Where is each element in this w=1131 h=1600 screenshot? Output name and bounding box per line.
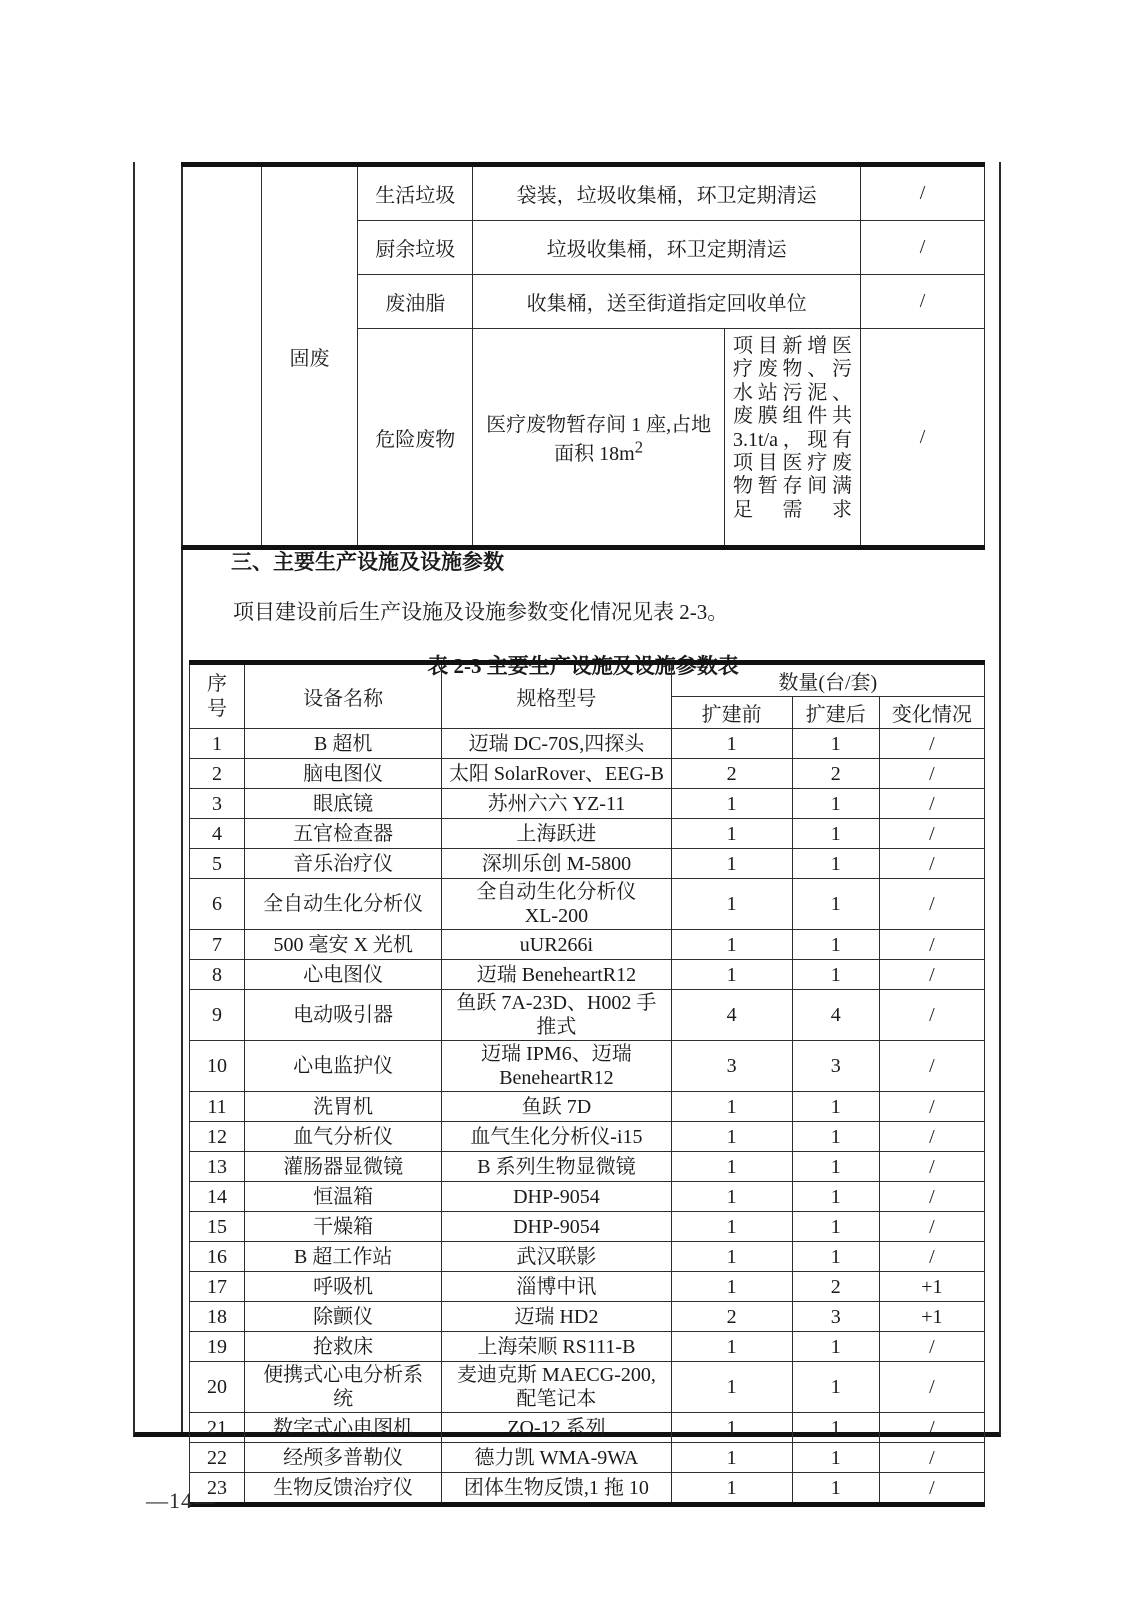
cell-no: 13 [190, 1152, 245, 1182]
cell-change: / [879, 1212, 984, 1242]
waste-measure-cell: 袋装，垃圾收集桶，环卫定期清运 [473, 165, 861, 221]
cell-no: 17 [190, 1272, 245, 1302]
cell-no: 4 [190, 819, 245, 849]
cell-name: 心电图仪 [245, 960, 442, 990]
waste-type-cell: 厨余垃圾 [358, 221, 473, 275]
table-row [190, 1182, 985, 1212]
cell-no: 10 [190, 1041, 245, 1092]
cell-change: / [879, 1182, 984, 1212]
cell-no: 20 [190, 1362, 245, 1413]
header-row [190, 663, 985, 697]
cell-after: 1 [792, 1443, 879, 1473]
waste-note-cell: 项目新增医疗废物、污水站污泥、废膜组件共 3.1t/a，现有项目医疗废物暂存间满足需求 [725, 329, 861, 548]
cell-no: 2 [190, 759, 245, 789]
cell-before: 1 [671, 1413, 792, 1443]
cell-after: 1 [792, 960, 879, 990]
cell-before: 1 [671, 1332, 792, 1362]
cell-spec: 迈瑞 BeneheartR12 [442, 960, 671, 990]
cell-after: 1 [792, 1152, 879, 1182]
header-after: 扩建后 [792, 697, 879, 729]
cell-after: 4 [792, 990, 879, 1041]
table-row [190, 1332, 985, 1362]
waste-remark-cell: / [861, 275, 985, 329]
table-row [190, 1413, 985, 1443]
header-name: 设备名称 [245, 663, 442, 729]
table-row [190, 1302, 985, 1332]
waste-type-cell: 危险废物 [358, 329, 473, 548]
table-row [190, 849, 985, 879]
cell-change: / [879, 1122, 984, 1152]
table-row [190, 1041, 985, 1092]
table-row [190, 960, 985, 990]
cell-after: 1 [792, 1092, 879, 1122]
cell-name: 除颤仪 [245, 1302, 442, 1332]
cell-spec: 苏州六六 YZ-11 [442, 789, 671, 819]
cell-before: 1 [671, 1182, 792, 1212]
cell-change: / [879, 1362, 984, 1413]
cell-before: 1 [671, 1122, 792, 1152]
waste-measure-cell: 垃圾收集桶，环卫定期清运 [473, 221, 861, 275]
cell-change: / [879, 990, 984, 1041]
cell-no: 6 [190, 879, 245, 930]
cell-after: 1 [792, 1473, 879, 1505]
table-row [190, 1272, 985, 1302]
cell-before: 1 [671, 729, 792, 759]
table-row [190, 729, 985, 759]
cell-before: 2 [671, 1302, 792, 1332]
cell-after: 1 [792, 729, 879, 759]
cell-spec: 淄博中讯 [442, 1272, 671, 1302]
cell-name: 500 毫安 X 光机 [245, 930, 442, 960]
cell-no: 11 [190, 1092, 245, 1122]
cell-name: 抢救床 [245, 1332, 442, 1362]
header-no-label: 序号 [207, 672, 228, 720]
cell-spec: 鱼跃 7A-23D、H002 手 推式 [442, 990, 671, 1041]
table-row [190, 1362, 985, 1413]
cell-name: 数字式心电图机 [245, 1413, 442, 1443]
cell-name: 洗胃机 [245, 1092, 442, 1122]
cell-no: 18 [190, 1302, 245, 1332]
table-title: 表 2-3 主要生产设施及设施参数表 [427, 654, 739, 678]
cell-spec: 上海跃进 [442, 819, 671, 849]
cell-spec: 深圳乐创 M-5800 [442, 849, 671, 879]
superscript: 2 [634, 437, 644, 457]
cell-after: 1 [792, 1122, 879, 1152]
cell-name: 呼吸机 [245, 1272, 442, 1302]
cell-no: 7 [190, 930, 245, 960]
cell-change: / [879, 759, 984, 789]
waste-measure-cell [473, 329, 725, 548]
cell-spec: DHP-9054 [442, 1212, 671, 1242]
table-row [190, 930, 985, 960]
cell-before: 1 [671, 1242, 792, 1272]
cell-after: 1 [792, 789, 879, 819]
cell-name: 血气分析仪 [245, 1122, 442, 1152]
cell-no: 1 [190, 729, 245, 759]
cell-no: 12 [190, 1122, 245, 1152]
waste-type-cell: 生活垃圾 [358, 165, 473, 221]
cell-no: 14 [190, 1182, 245, 1212]
cell-name: 便携式心电分析系 统 [245, 1362, 442, 1413]
table-row [190, 879, 985, 930]
waste-type-cell: 废油脂 [358, 275, 473, 329]
cell-spec: 迈瑞 HD2 [442, 1302, 671, 1332]
table-row [190, 1473, 985, 1505]
cell-no: 19 [190, 1332, 245, 1362]
cell-after: 3 [792, 1041, 879, 1092]
cell-before: 1 [671, 849, 792, 879]
cell-name: 经颅多普勒仪 [245, 1443, 442, 1473]
cell-change: / [879, 1332, 984, 1362]
cell-spec: 德力凯 WMA-9WA [442, 1443, 671, 1473]
waste-category-cell: 固废 [261, 165, 358, 548]
cell-name: 全自动生化分析仪 [245, 879, 442, 930]
cell-before: 2 [671, 759, 792, 789]
table-row [190, 1242, 985, 1272]
cell-spec: 迈瑞 DC-70S,四探头 [442, 729, 671, 759]
cell-spec: uUR266i [442, 930, 671, 960]
table-row [190, 990, 985, 1041]
header-spec: 规格型号 [442, 663, 671, 729]
section-paragraph: 项目建设前后生产设施及设施参数变化情况见表 2-3。 [233, 600, 729, 624]
cell-name: 脑电图仪 [245, 759, 442, 789]
cell-change: / [879, 849, 984, 879]
cell-before: 1 [671, 1473, 792, 1505]
cell-change: / [879, 1242, 984, 1272]
cell-no: 15 [190, 1212, 245, 1242]
cell-before: 1 [671, 960, 792, 990]
cell-before: 1 [671, 879, 792, 930]
header-change: 变化情况 [879, 697, 984, 729]
cell-after: 2 [792, 759, 879, 789]
cell-name: 恒温箱 [245, 1182, 442, 1212]
table-row [190, 1212, 985, 1242]
cell-after: 1 [792, 1332, 879, 1362]
cell-after: 1 [792, 1212, 879, 1242]
cell-spec: 武汉联影 [442, 1242, 671, 1272]
cell-change: / [879, 1092, 984, 1122]
cell-change: / [879, 960, 984, 990]
cell-name: 生物反馈治疗仪 [245, 1473, 442, 1505]
table-row [190, 1152, 985, 1182]
cell-no: 8 [190, 960, 245, 990]
cell-after: 1 [792, 1362, 879, 1413]
cell-name: 灌肠器显微镜 [245, 1152, 442, 1182]
page-number: —14— [146, 1488, 216, 1513]
table-row [190, 819, 985, 849]
cell-name: 音乐治疗仪 [245, 849, 442, 879]
cell-no: 16 [190, 1242, 245, 1272]
table-row [190, 789, 985, 819]
cell-spec: 迈瑞 IPM6、迈瑞 BeneheartR12 [442, 1041, 671, 1092]
cell-after: 1 [792, 849, 879, 879]
cell-no: 3 [190, 789, 245, 819]
header-before: 扩建前 [671, 697, 792, 729]
cell-after: 3 [792, 1302, 879, 1332]
cell-before: 3 [671, 1041, 792, 1092]
cell-spec: DHP-9054 [442, 1182, 671, 1212]
cell-before: 1 [671, 789, 792, 819]
cell-change: / [879, 930, 984, 960]
section-block [181, 530, 985, 680]
cell-after: 1 [792, 1182, 879, 1212]
waste-remark-cell: / [861, 221, 985, 275]
table-row [182, 165, 985, 221]
cell-change: / [879, 1413, 984, 1443]
cell-change: +1 [879, 1272, 984, 1302]
cell-before: 1 [671, 1443, 792, 1473]
section-heading: 三、主要生产设施及设施参数 [231, 550, 504, 574]
cell-change: / [879, 1473, 984, 1505]
cell-name: 干燥箱 [245, 1212, 442, 1242]
cell-name: B 超机 [245, 729, 442, 759]
waste-remark-cell: / [861, 165, 985, 221]
cell-before: 1 [671, 1092, 792, 1122]
cell-before: 1 [671, 1212, 792, 1242]
table-row [190, 1443, 985, 1473]
cell-spec: 鱼跃 7D [442, 1092, 671, 1122]
header-no [190, 663, 245, 729]
cell-spec: 全自动生化分析仪 XL-200 [442, 879, 671, 930]
cell-name: B 超工作站 [245, 1242, 442, 1272]
waste-remark-cell: / [861, 329, 985, 548]
cell-before: 4 [671, 990, 792, 1041]
equipment-table [189, 660, 985, 1507]
cell-no: 21 [190, 1413, 245, 1443]
cell-before: 1 [671, 1362, 792, 1413]
measure-line: 面积 18m [554, 443, 635, 465]
measure-line: 医疗废物暂存间 1 座,占地 [486, 414, 712, 436]
cell-after: 1 [792, 1413, 879, 1443]
cell-name: 眼底镜 [245, 789, 442, 819]
cell-after: 1 [792, 930, 879, 960]
cell-name: 心电监护仪 [245, 1041, 442, 1092]
cell-change: / [879, 819, 984, 849]
cell-before: 1 [671, 930, 792, 960]
table-row [190, 759, 985, 789]
cell-name: 电动吸引器 [245, 990, 442, 1041]
table-row [190, 1122, 985, 1152]
cell-after: 1 [792, 879, 879, 930]
cell-change: +1 [879, 1302, 984, 1332]
empty-cell [182, 165, 262, 548]
header-qty-group: 数量(台/套) [671, 663, 984, 697]
cell-before: 1 [671, 819, 792, 849]
cell-before: 1 [671, 1272, 792, 1302]
cell-spec: 团体生物反馈,1 拖 10 [442, 1473, 671, 1505]
cell-spec: 血气生化分析仪-i15 [442, 1122, 671, 1152]
cell-no: 9 [190, 990, 245, 1041]
cell-spec: 太阳 SolarRover、EEG-B [442, 759, 671, 789]
cell-spec: 上海荣顺 RS111-B [442, 1332, 671, 1362]
table-row [190, 1092, 985, 1122]
cell-spec: 麦迪克斯 MAECG-200, 配笔记本 [442, 1362, 671, 1413]
waste-measure-cell: 收集桶，送至街道指定回收单位 [473, 275, 861, 329]
cell-after: 1 [792, 819, 879, 849]
cell-change: / [879, 1152, 984, 1182]
cell-after: 2 [792, 1272, 879, 1302]
cell-no: 23 [190, 1473, 245, 1505]
cell-spec: ZQ-12 系列 [442, 1413, 671, 1443]
cell-change: / [879, 789, 984, 819]
cell-spec: B 系列生物显微镜 [442, 1152, 671, 1182]
waste-table [181, 162, 985, 550]
cell-change: / [879, 879, 984, 930]
cell-change: / [879, 1443, 984, 1473]
cell-before: 1 [671, 1152, 792, 1182]
cell-change: / [879, 729, 984, 759]
cell-name: 五官检查器 [245, 819, 442, 849]
cell-no: 5 [190, 849, 245, 879]
cell-no: 22 [190, 1443, 245, 1473]
cell-change: / [879, 1041, 984, 1092]
cell-after: 1 [792, 1242, 879, 1272]
